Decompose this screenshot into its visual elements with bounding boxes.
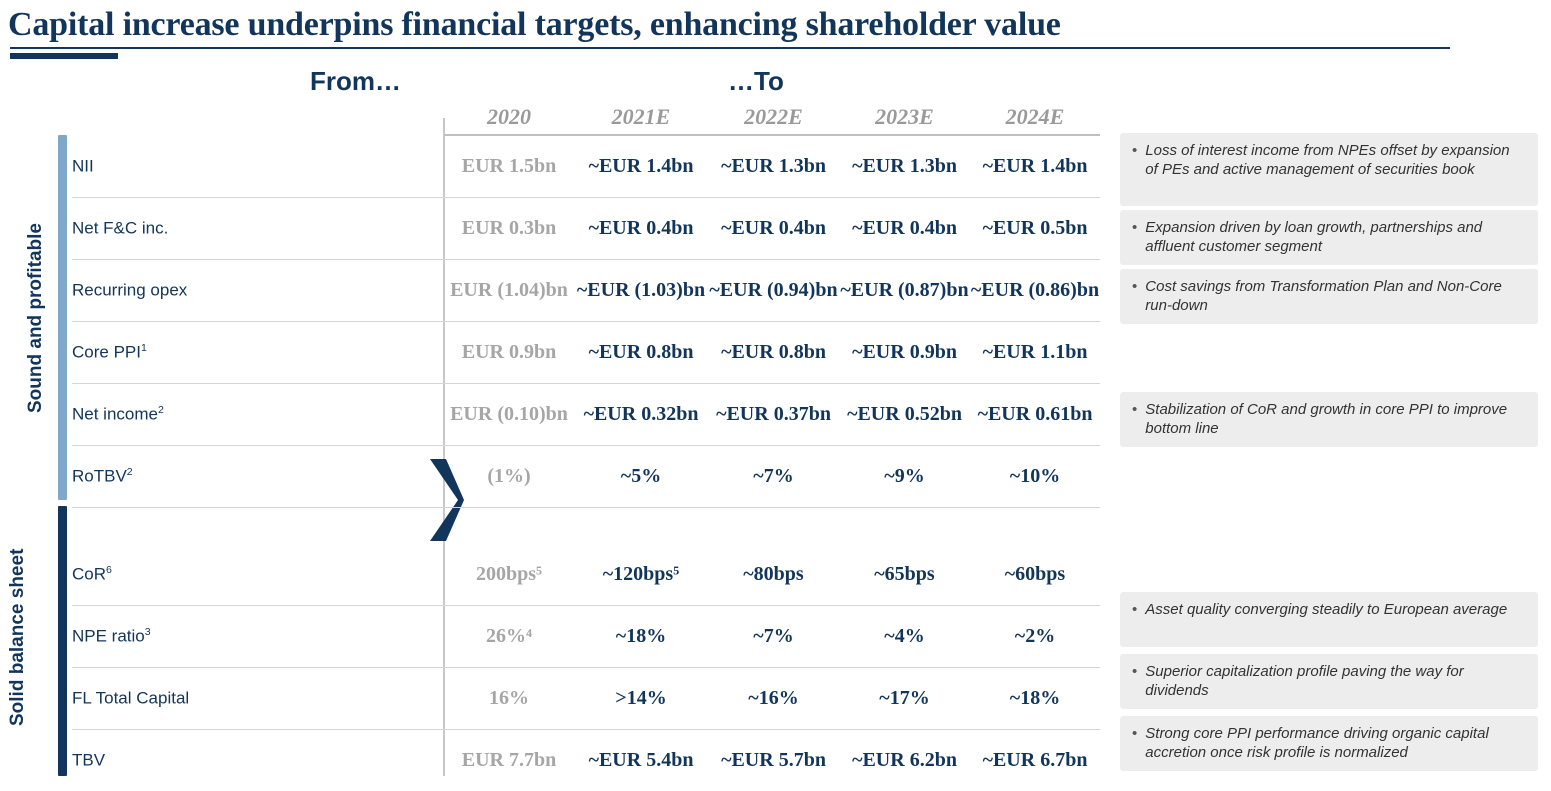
row-label xyxy=(72,135,444,198)
cell-2022e: ~EUR 5.7bn xyxy=(708,730,839,791)
bullet-icon: • xyxy=(1132,277,1137,315)
table-row xyxy=(72,730,1100,791)
cell-2020: 200bps⁵ xyxy=(444,544,574,606)
col-header-2022e: 2022E xyxy=(708,100,839,135)
cell-2022e: ~EUR 1.3bn xyxy=(708,135,839,198)
cell-2023e: ~EUR 0.9bn xyxy=(839,322,970,384)
col-header-2021e: 2021E xyxy=(574,100,708,135)
cell-2021e: ~EUR 1.4bn xyxy=(574,135,708,198)
table-row xyxy=(72,260,1100,322)
cell-2024e: ~EUR 0.5bn xyxy=(970,198,1100,260)
cell-2020: EUR 0.3bn xyxy=(444,198,574,260)
row-label xyxy=(72,198,444,260)
table-row xyxy=(72,135,1100,198)
callout-text: Superior capitalization profile paving the way for dividends xyxy=(1145,662,1526,700)
row-label-text: NII xyxy=(72,156,94,175)
cell-2022e: ~EUR 0.4bn xyxy=(708,198,839,260)
table-row xyxy=(72,668,1100,730)
gap-cell xyxy=(970,508,1100,545)
cell-2021e: ~18% xyxy=(574,606,708,668)
cell-2024e: ~EUR 1.1bn xyxy=(970,322,1100,384)
row-label xyxy=(72,544,444,606)
cell-2023e: ~EUR 0.4bn xyxy=(839,198,970,260)
row-label-sup: 2 xyxy=(127,466,133,478)
header-from: From… xyxy=(310,66,401,97)
row-label xyxy=(72,260,444,322)
table-row xyxy=(72,384,1100,446)
cell-2024e: ~2% xyxy=(970,606,1100,668)
callout-box xyxy=(1120,269,1538,324)
gap-cell xyxy=(444,508,574,545)
cell-2022e: ~EUR 0.37bn xyxy=(708,384,839,446)
page-title: Capital increase underpins financial targets, enhancing shareholder value xyxy=(8,6,1061,44)
row-label-text: RoTBV xyxy=(72,467,127,486)
cell-2021e: ~EUR 0.8bn xyxy=(574,322,708,384)
row-label xyxy=(72,384,444,446)
cell-2022e: ~16% xyxy=(708,668,839,730)
col-header-2023e: 2023E xyxy=(839,100,970,135)
callout-box xyxy=(1120,592,1538,647)
row-label-text: Net income xyxy=(72,405,158,424)
row-label-sup: 6 xyxy=(106,564,112,576)
cell-2023e: ~9% xyxy=(839,446,970,508)
table-row xyxy=(72,322,1100,384)
row-label-sup: 3 xyxy=(145,626,151,638)
title-accent-bar xyxy=(10,53,118,59)
cell-2022e: ~7% xyxy=(708,446,839,508)
row-label-text: FL Total Capital xyxy=(72,689,189,708)
cell-2020: (1%) xyxy=(444,446,574,508)
callout-text: Asset quality converging steadily to European average xyxy=(1145,600,1526,638)
callout-text: Loss of interest income from NPEs offset by expansion of PEs and active management of securities book xyxy=(1145,141,1526,197)
cell-2021e: ~EUR 5.4bn xyxy=(574,730,708,791)
row-label-text: Recurring opex xyxy=(72,281,187,300)
table-header-row xyxy=(72,100,1100,135)
cell-2024e: ~EUR 1.4bn xyxy=(970,135,1100,198)
gap-cell xyxy=(708,508,839,545)
group-bar-sound-and-profitable xyxy=(58,135,67,500)
cell-2023e: ~4% xyxy=(839,606,970,668)
cell-2023e: ~EUR (0.87)bn xyxy=(839,260,970,322)
cell-2020: EUR (0.10)bn xyxy=(444,384,574,446)
group-bar-solid-balance-sheet xyxy=(58,506,67,776)
cell-2023e: ~EUR 0.52bn xyxy=(839,384,970,446)
cell-2021e: ~120bps⁵ xyxy=(574,544,708,606)
table-row xyxy=(72,606,1100,668)
row-label xyxy=(72,322,444,384)
cell-2023e: ~17% xyxy=(839,668,970,730)
cell-2024e: ~EUR (0.86)bn xyxy=(970,260,1100,322)
col-header-2020: 2020 xyxy=(444,100,574,135)
bullet-icon: • xyxy=(1132,141,1137,197)
callout-box xyxy=(1120,392,1538,447)
callout-box xyxy=(1120,654,1538,709)
cell-2024e: ~60bps xyxy=(970,544,1100,606)
gap-cell xyxy=(574,508,708,545)
table-row xyxy=(72,544,1100,606)
cell-2022e: ~80bps xyxy=(708,544,839,606)
row-label-sup: 2 xyxy=(158,404,164,416)
row-label-text: Core PPI xyxy=(72,343,141,362)
cell-2021e: ~EUR 0.4bn xyxy=(574,198,708,260)
cell-2023e: ~65bps xyxy=(839,544,970,606)
cell-2020: EUR 7.7bn xyxy=(444,730,574,791)
cell-2021e: ~EUR (1.03)bn xyxy=(574,260,708,322)
table-row xyxy=(72,198,1100,260)
callout-box xyxy=(1120,716,1538,771)
row-label-text: CoR xyxy=(72,565,106,584)
gap-cell xyxy=(72,508,444,545)
header-to: …To xyxy=(728,66,784,97)
cell-2020: 26%⁴ xyxy=(444,606,574,668)
bullet-icon: • xyxy=(1132,724,1137,762)
cell-2022e: ~7% xyxy=(708,606,839,668)
cell-2021e: ~EUR 0.32bn xyxy=(574,384,708,446)
group-label-sound-and-profitable: Sound and profitable xyxy=(26,148,52,488)
cell-2024e: ~10% xyxy=(970,446,1100,508)
cell-2023e: ~EUR 6.2bn xyxy=(839,730,970,791)
section-gap-row xyxy=(72,508,1100,545)
group-label-solid-balance-sheet: Solid balance sheet xyxy=(8,530,56,745)
row-label xyxy=(72,446,444,508)
row-label xyxy=(72,730,444,791)
bullet-icon: • xyxy=(1132,400,1137,438)
title-rule xyxy=(10,47,1450,49)
bullet-icon: • xyxy=(1132,600,1137,638)
col-header-2024e: 2024E xyxy=(970,100,1100,135)
cell-2021e: ~5% xyxy=(574,446,708,508)
callout-text: Stabilization of CoR and growth in core PPI to improve bottom line xyxy=(1145,400,1526,438)
callout-box xyxy=(1120,133,1538,206)
financial-targets-table xyxy=(72,100,1100,791)
callout-box xyxy=(1120,210,1538,265)
col-header-label xyxy=(72,100,444,135)
callout-text: Strong core PPI performance driving organic capital accretion once risk profile is normalized xyxy=(1145,724,1526,762)
cell-2024e: ~EUR 6.7bn xyxy=(970,730,1100,791)
table-row xyxy=(72,446,1100,508)
row-label-sup: 1 xyxy=(141,342,147,354)
row-label-text: TBV xyxy=(72,751,105,770)
cell-2022e: ~EUR 0.8bn xyxy=(708,322,839,384)
gap-cell xyxy=(839,508,970,545)
row-label xyxy=(72,668,444,730)
bullet-icon: • xyxy=(1132,662,1137,700)
callout-text: Cost savings from Transformation Plan and Non-Core run-down xyxy=(1145,277,1526,315)
callout-text: Expansion driven by loan growth, partnerships and affluent customer segment xyxy=(1145,218,1526,256)
cell-2020: EUR (1.04)bn xyxy=(444,260,574,322)
cell-2021e: >14% xyxy=(574,668,708,730)
row-label xyxy=(72,606,444,668)
bullet-icon: • xyxy=(1132,218,1137,256)
cell-2024e: ~18% xyxy=(970,668,1100,730)
cell-2022e: ~EUR (0.94)bn xyxy=(708,260,839,322)
cell-2024e: ~EUR 0.61bn xyxy=(970,384,1100,446)
cell-2020: EUR 1.5bn xyxy=(444,135,574,198)
cell-2023e: ~EUR 1.3bn xyxy=(839,135,970,198)
row-label-text: NPE ratio xyxy=(72,627,145,646)
cell-2020: EUR 0.9bn xyxy=(444,322,574,384)
row-label-text: Net F&C inc. xyxy=(72,219,168,238)
cell-2020: 16% xyxy=(444,668,574,730)
